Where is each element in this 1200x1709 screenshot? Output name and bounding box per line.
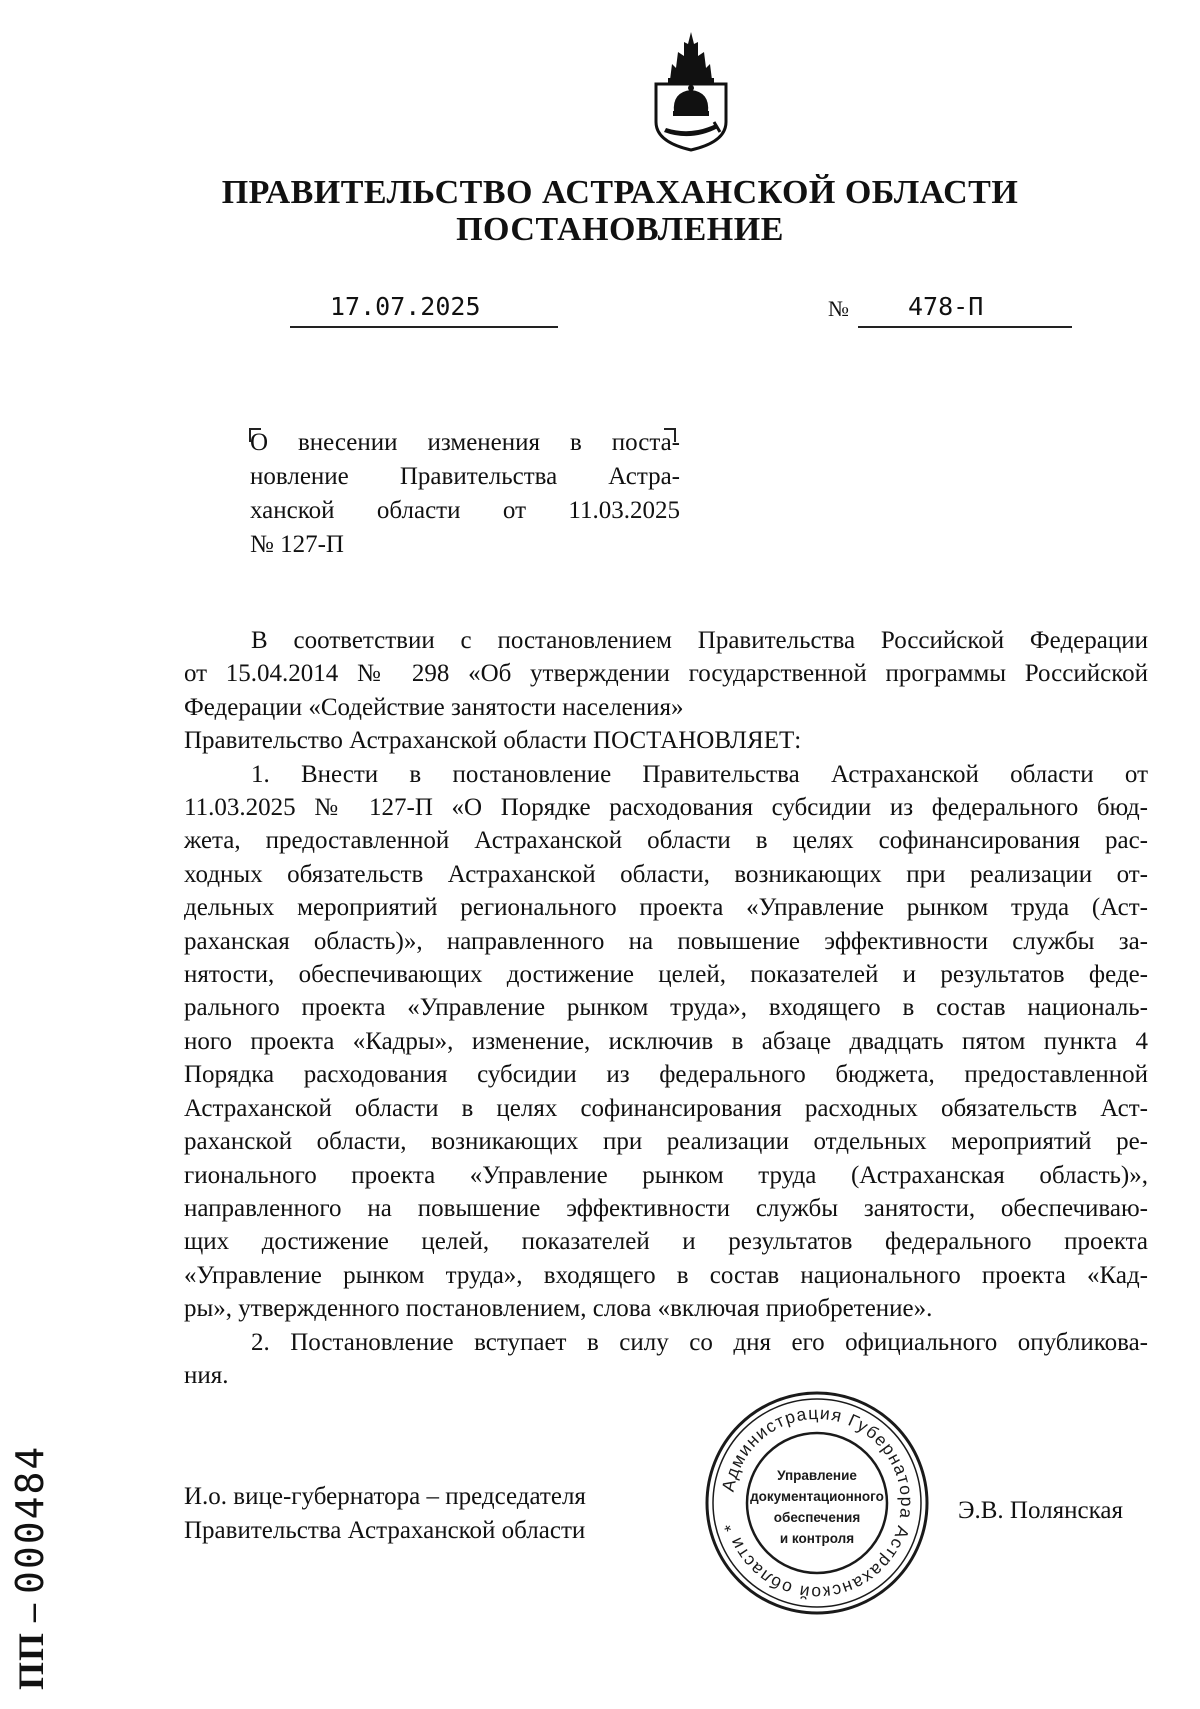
stamp-center-line: Управление — [777, 1468, 857, 1483]
registration-value: 000484 — [8, 1444, 52, 1594]
body-line: Порядка расходования субсидии из федерального бюджета, предоставленной — [184, 1061, 1148, 1089]
body-line: ры», утвержденного постановлением, слова «включая приобретение». — [184, 1295, 933, 1323]
stamp-center-line: документационного — [750, 1489, 884, 1504]
body-line: ходных обязательств Астраханской области, возникающих при реализации от- — [184, 860, 1148, 888]
government-title: ПРАВИТЕЛЬСТВО АСТРАХАНСКОЙ ОБЛАСТИ — [221, 174, 1019, 211]
document-number-field — [858, 290, 1072, 328]
body-line: от 15.04.2014 № 298 «Об утверждении государственной программы Российской — [184, 660, 1148, 688]
document-date-field — [290, 290, 558, 328]
stamp-center-line: и контроля — [779, 1531, 855, 1546]
body-line: ного проекта «Кадры», изменение, исключив в абзаце двадцать пятом пункта 4 — [184, 1027, 1148, 1055]
signer-position-line: И.о. вице-губернатора – председателя — [184, 1483, 586, 1510]
body-line: Федерации «Содействие занятости населения» — [184, 693, 684, 721]
body-line: щих достижение целей, показателей и результатов федерального проекта — [184, 1228, 1148, 1256]
subject-line: № 127-П — [250, 531, 344, 558]
body-line: нятости, обеспечивающих достижение целей, показателей и результатов феде- — [184, 961, 1148, 989]
body-line: жета, предоставленной Астраханской области в целях софинансирования рас- — [184, 827, 1148, 855]
body-line: раханской области, возникающих при реализации отдельных мероприятий ре- — [184, 1128, 1148, 1156]
coat-of-arms-icon — [648, 30, 734, 152]
official-stamp — [702, 1388, 932, 1618]
registration-prefix: ПП – — [11, 1602, 51, 1690]
document-number: 478-П — [908, 292, 984, 321]
document-subject — [250, 426, 680, 562]
registration-number — [8, 1445, 52, 1690]
body-line: гионального проекта «Управление рынком труда (Астраханская область)», — [184, 1161, 1148, 1189]
body-line: 11.03.2025 № 127-П «О Порядке расходования субсидии из федерального бюд- — [184, 794, 1148, 822]
document-body — [184, 624, 1148, 1392]
body-line: ния. — [184, 1361, 229, 1389]
body-line: раханская область)», направленного на повышение эффективности службы за- — [184, 927, 1148, 955]
body-line: 1. Внести в постановление Правительства Астраханской области от — [251, 760, 1148, 788]
body-line: В соответствии с постановлением Правительства Российской Федерации — [251, 627, 1148, 654]
signer-position-line: Правительства Астраханской области — [184, 1517, 586, 1544]
subject-line: ханской области от 11.03.2025 — [250, 497, 680, 524]
signer-position — [184, 1480, 664, 1548]
subject-line: новление Правительства Астра- — [250, 463, 680, 490]
body-line: дельных мероприятий регионального проекта «Управление рынком труда (Аст- — [184, 894, 1148, 922]
body-line: «Управление рынком труда», входящего в состав национального проекта «Кад- — [184, 1261, 1148, 1289]
number-sign: № — [828, 296, 849, 321]
body-line: Астраханской области в целях софинансирования расходных обязательств Аст- — [184, 1094, 1148, 1122]
stamp-ring-text: Администрация Губернатора Астраханской области * — [717, 1402, 918, 1604]
body-line: рального проекта «Управление рынком труда», входящего в состав националь- — [184, 994, 1148, 1022]
signer-name: Э.В. Полянская — [958, 1497, 1123, 1524]
document-type-title: ПОСТАНОВЛЕНИЕ — [456, 211, 784, 248]
stamp-center-line: обеспечения — [773, 1510, 861, 1525]
body-line: 2. Постановление вступает в силу со дня его официального опубликова- — [251, 1328, 1148, 1356]
document-date: 17.07.2025 — [330, 292, 481, 321]
body-line: Правительство Астраханской области ПОСТАНОВЛЯЕТ: — [184, 727, 802, 755]
body-line: направленного на повышение эффективности службы занятости, обеспечиваю- — [184, 1194, 1148, 1222]
subject-line: О внесении изменения в поста- — [250, 429, 680, 456]
